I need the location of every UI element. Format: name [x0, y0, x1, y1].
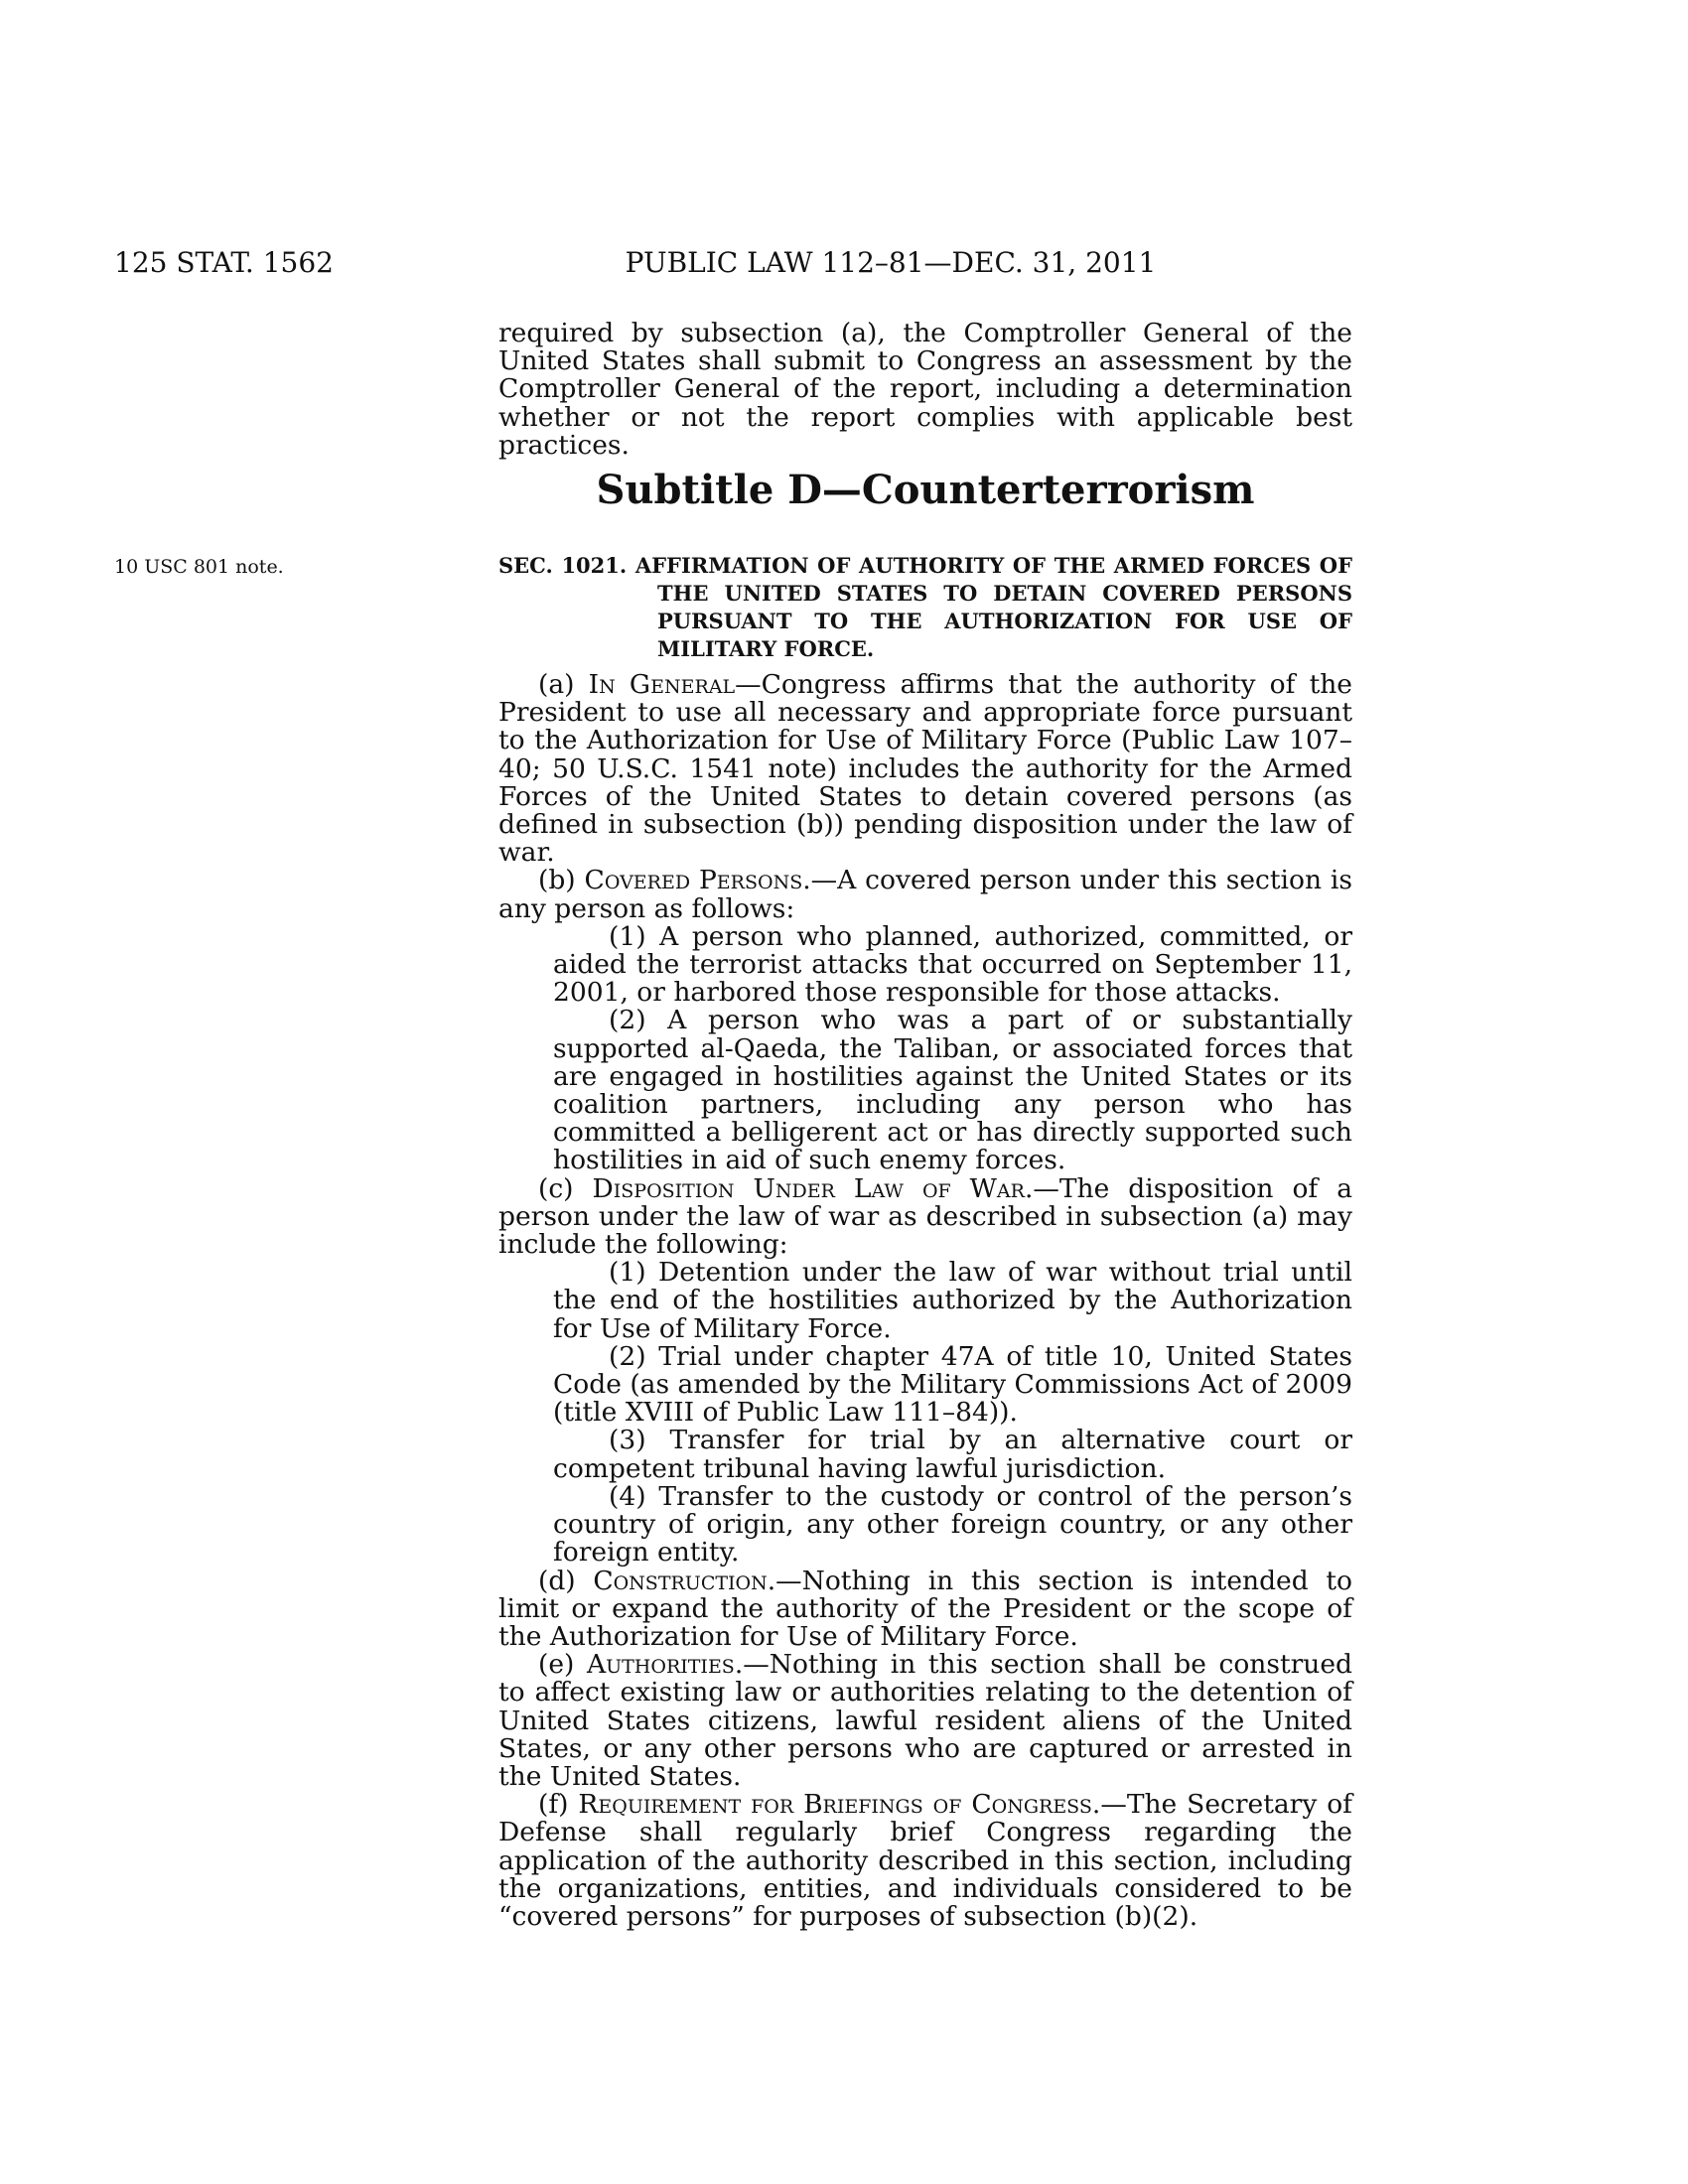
clause-paragraph — [498, 1427, 1352, 1482]
subtitle-heading: Subtitle D—Counterterrorism — [596, 467, 1255, 513]
subsection-heading: Disposition Under Law of War — [592, 1172, 1025, 1204]
section-heading — [498, 552, 1352, 663]
paragraph-text: (4) Transfer to the custody or control of the person’s country of origin, any other foreign country, or any other foreign entity. — [553, 1480, 1352, 1569]
subsection-label: (a) — [538, 669, 589, 700]
clause-paragraph — [498, 1480, 1352, 1569]
subsection-label: (d) — [538, 1565, 594, 1596]
paragraph-text: —Congress affirms that the authority of the President to use all necessary and appropriate force pursuant to the Authorization for Use of Military Force (Public Law 107–40; 50 U.S.C. 1541 note) includes the authority for the Armed Forces of the United States to detain covered persons (as defined in subsection (b)) pending disposition under the law of war. — [498, 669, 1352, 869]
clause-paragraph — [498, 1340, 1352, 1429]
clause-paragraph — [498, 920, 1352, 1009]
clause-paragraph — [498, 1007, 1352, 1174]
subsection-paragraph — [498, 671, 1352, 867]
statute-page-reference: 125 STAT. 1562 — [114, 246, 334, 279]
paragraph-text: (3) Transfer for trial by an alternative court or competent tribunal having lawful jurisdiction. — [553, 1425, 1352, 1484]
subsection-paragraph — [498, 1791, 1352, 1931]
subsection-label: (e) — [538, 1649, 587, 1681]
subsection-heading: Construction — [593, 1565, 768, 1596]
subsection-heading: Covered Persons — [584, 865, 803, 896]
subsection-paragraph — [498, 1651, 1352, 1791]
paragraph-text: .—A covered person under this section is any person as follows: — [498, 865, 1352, 924]
subsection-paragraph — [498, 1565, 1352, 1652]
public-law-reference: PUBLIC LAW 112–81—DEC. 31, 2011 — [625, 246, 1157, 279]
intro-paragraph: required by subsection (a), the Comptroller General of the United States shall submit to Congress an assessment by the Comptroller General of the report, including a determination whether or not the report complies with applicable best practices. — [498, 318, 1352, 461]
subsection-heading: In General — [588, 669, 736, 700]
paragraph-text: .—Nothing in this section is intended to limit or expand the authority of the President or the scope of the Authorization for Use of Military Force. — [498, 1565, 1352, 1652]
paragraph-text: (1) Detention under the law of war without trial until the end of the hostilities authorized by the Authorization for Use of Military Force. — [553, 1257, 1352, 1344]
paragraph-text: .—Nothing in this section shall be construed to affect existing law or authorities relating to the detention of United States citizens, lawful resident aliens of the United States, or any other persons who are captured or arrested in the United States. — [498, 1649, 1352, 1792]
paragraph-text: (2) A person who was a part of or substantially supported al-Qaeda, the Taliban, or associated forces that are engaged in hostilities against the United States or its coalition partners, including any person who has committed a belligerent act or has directly supported such hostilities in aid of such enemy forces. — [553, 1005, 1352, 1176]
paragraph-text: (1) A person who planned, authorized, committed, or aided the terrorist attacks that occurred on September 11, 2001, or harbored those responsible for those attacks. — [553, 920, 1352, 1009]
paragraph-text: .—The Secretary of Defense shall regularly brief Congress regarding the application of the authority described in this section, including the organizations, entities, and individuals considered to be “covered persons” for purposes of subsection (b)(2). — [498, 1789, 1352, 1932]
intro-block — [498, 320, 1352, 460]
subsection-heading: Requirement for Briefings of Congress — [578, 1789, 1092, 1821]
margin-note: 10 USC 801 note. — [114, 556, 284, 578]
paragraph-text: (2) Trial under chapter 47A of title 10, United States Code (as amended by the Military Commissions Act of 2009 (title XVIII of Public Law 111–84)). — [553, 1340, 1352, 1429]
section-number: SEC. 1021. — [498, 553, 628, 578]
subsection-heading: Authorities — [586, 1649, 735, 1681]
subsection-paragraph — [498, 867, 1352, 922]
clause-paragraph — [498, 1259, 1352, 1343]
subsection-label: (b) — [538, 865, 585, 896]
subsection-paragraph — [498, 1172, 1352, 1261]
paragraph-text: .—The disposition of a person under the law of war as described in subsection (a) may include the following: — [498, 1172, 1352, 1261]
section-title: AFFIRMATION OF AUTHORITY OF THE ARMED FORCES OF THE UNITED STATES TO DETAIN COVERED PERSONS PURSUANT TO THE AUTHORIZATION FOR USE OF MILITARY FORCE. — [634, 553, 1352, 661]
running-header — [0, 246, 1688, 286]
section-body — [498, 671, 1352, 1931]
subsection-label: (c) — [538, 1172, 593, 1204]
subsection-label: (f) — [538, 1789, 579, 1821]
